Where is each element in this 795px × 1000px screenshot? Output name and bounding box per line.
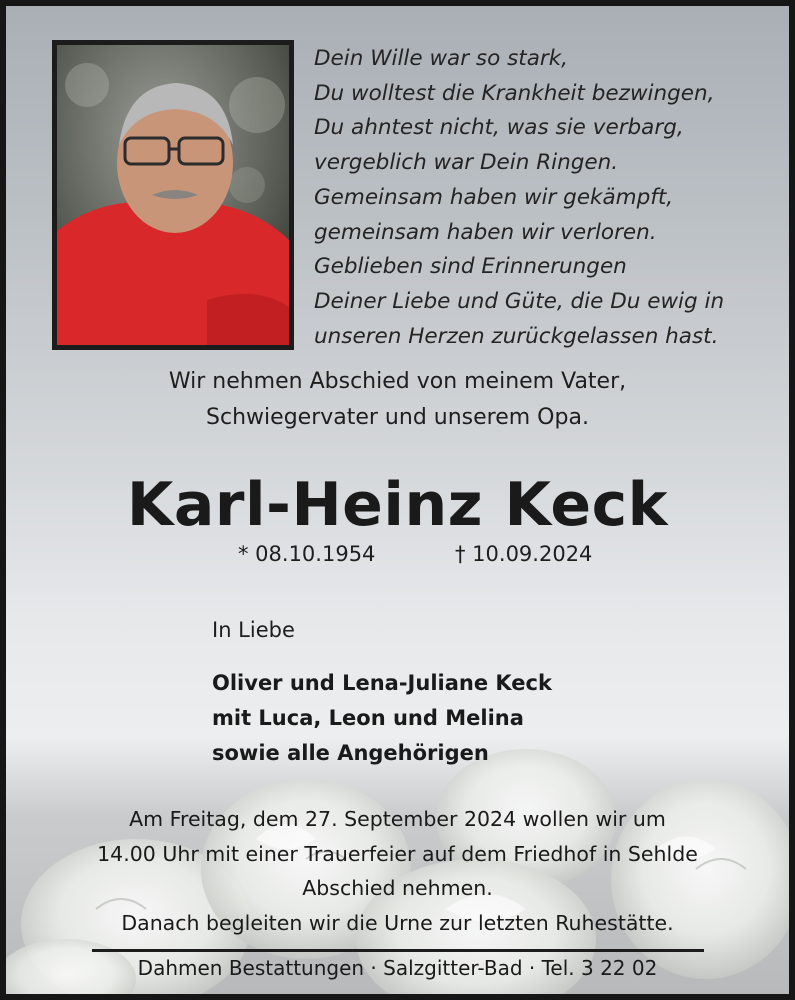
birth-date: * 08.10.1954 bbox=[238, 542, 376, 566]
poem-line: Du ahntest nicht, was sie verbarg, bbox=[314, 115, 684, 141]
deceased-name: Karl-Heinz Keck bbox=[126, 470, 669, 540]
farewell-line: Wir nehmen Abschied von meinem Vater, bbox=[168, 369, 627, 394]
poem-line: gemeinsam haben wir verloren. bbox=[314, 219, 657, 245]
poem-line: Geblieben sind Erinnerungen bbox=[314, 254, 627, 280]
family-line: mit Luca, Leon und Melina bbox=[212, 706, 524, 730]
family-line: sowie alle Angehörigen bbox=[212, 741, 489, 765]
poem-line: vergeblich war Dein Ringen. bbox=[314, 150, 619, 176]
in-love-label: In Liebe bbox=[212, 618, 295, 642]
poem-line: Gemeinsam haben wir gekämpft, bbox=[314, 184, 674, 210]
service-line: Am Freitag, dem 27. September 2024 wollen wir um bbox=[129, 807, 666, 831]
family-line: Oliver und Lena-Juliane Keck bbox=[212, 671, 552, 695]
service-info bbox=[6, 802, 789, 940]
funeral-home-footer: Dahmen Bestattungen · Salzgitter-Bad · Tel. 3 22 02 bbox=[137, 956, 658, 980]
poem bbox=[314, 42, 784, 354]
family-list bbox=[212, 666, 552, 771]
portrait-photo bbox=[52, 40, 294, 350]
farewell-line: Schwiegervater und unserem Opa. bbox=[206, 405, 589, 430]
poem-line: Du wolltest die Krankheit bezwingen, bbox=[314, 80, 715, 106]
service-line: 14.00 Uhr mit einer Trauerfeier auf dem Friedhof in Sehlde bbox=[97, 841, 698, 866]
poem-line: Deiner Liebe und Güte, die Du ewig in bbox=[314, 288, 725, 314]
service-line: Abschied nehmen. bbox=[302, 876, 493, 900]
poem-line: unseren Herzen zurückgelassen hast. bbox=[314, 323, 719, 349]
poem-line: Dein Wille war so stark, bbox=[314, 46, 569, 71]
service-line: Danach begleiten wir die Urne zur letzten Ruhestätte. bbox=[121, 910, 674, 935]
footer-divider bbox=[92, 949, 704, 952]
death-date: † 10.09.2024 bbox=[455, 542, 593, 566]
